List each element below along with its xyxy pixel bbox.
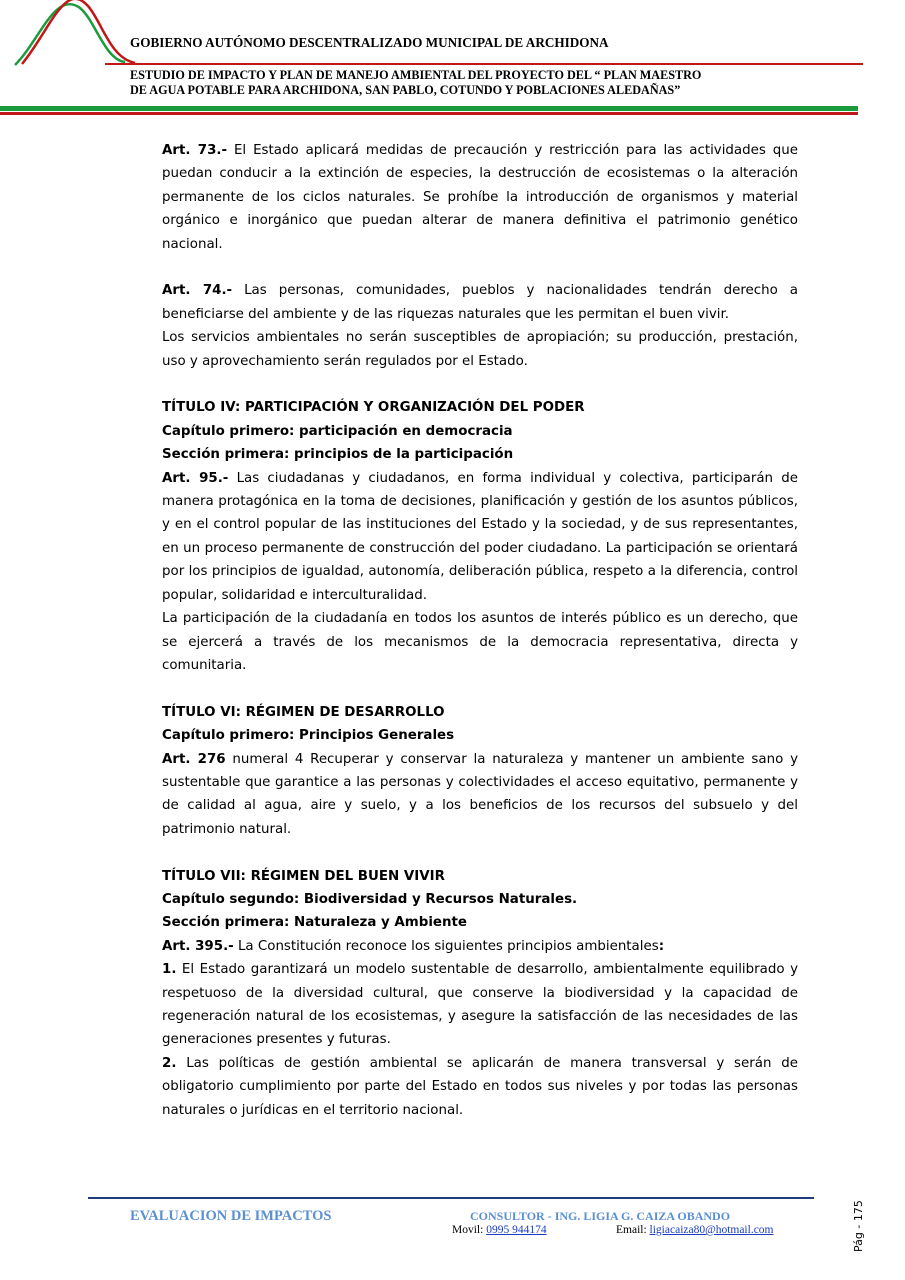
header-band-green: [0, 106, 858, 111]
header-title: GOBIERNO AUTÓNOMO DESCENTRALIZADO MUNICIPAL DE ARCHIDONA: [130, 35, 609, 50]
footer-email-label: Email:: [616, 1224, 650, 1236]
titulo-vii-capitulo: Capítulo segundo: Biodiversidad y Recursos Naturales.: [162, 891, 578, 907]
art-73-label: Art. 73.-: [162, 143, 228, 158]
titulo-iv-capitulo: Capítulo primero: participación en democracia: [162, 423, 513, 439]
item-1-label: 1.: [162, 962, 177, 978]
footer-movil-link[interactable]: 0995 944174: [486, 1224, 547, 1236]
header-subtitle: [130, 68, 830, 98]
footer-rule: [88, 1197, 814, 1199]
footer-contact: [452, 1224, 792, 1236]
document-body: [162, 139, 798, 1122]
art-73-text: El Estado aplicará medidas de precaución y restricción para las actividades que puedan conducir a la extinción de especies, la destrucción de ecosistemas o la alteración permanente de los ciclos naturales. Se prohíbe la introducción de organismos y material orgánico e inorgánico que puedan alterar de manera definitiva el patrimonio genético nacional.: [162, 143, 798, 252]
titulo-vi-capitulo: Capítulo primero: Principios Generales: [162, 728, 455, 744]
art-95-paragraph-2: La participación de la ciudadanía en todos los asuntos de interés público es un derecho, que se ejercerá a través de los mecanismos de la democracia representativa, directa y comunitaria.: [162, 611, 798, 673]
footer-movil-label: Movil:: [452, 1224, 487, 1236]
art-395-label: Art. 395.-: [162, 938, 234, 954]
item-2-text: Las políticas de gestión ambiental se aplicarán de manera transversal y serán de obligatorio cumplimiento por parte del Estado en todos sus niveles y por todas las personas naturales o jurídicas en el territorio nacional.: [162, 1055, 798, 1118]
art-74-label: Art. 74.-: [162, 283, 233, 299]
footer-email-link[interactable]: ligiacaiza80@hotmail.com: [649, 1224, 774, 1236]
art-395-paragraph: [162, 935, 798, 958]
titulo-vii-heading: TÍTULO VII: RÉGIMEN DEL BUEN VIVIR: [162, 868, 445, 884]
art-74-paragraph: [162, 279, 798, 326]
art-74-paragraph-2: Los servicios ambientales no serán susceptibles de apropiación; su producción, prestación, uso y aprovechamiento serán regulados por el Estado.: [162, 330, 798, 369]
footer-email: [616, 1224, 774, 1236]
header-subtitle-line1: ESTUDIO DE IMPACTO Y PLAN DE MANEJO AMBIENTAL DEL PROYECTO DEL “ PLAN MAESTRO: [130, 68, 702, 82]
art-74-text: Las personas, comunidades, pueblos y nacionalidades tendrán derecho a beneficiarse del ambiente y de las riquezas naturales que les permitan el buen vivir.: [162, 283, 798, 322]
header-subtitle-line2: DE AGUA POTABLE PARA ARCHIDONA, SAN PABLO, COTUNDO Y POBLACIONES ALEDAÑAS”: [130, 83, 681, 97]
page-number: Pág - 175: [852, 1200, 865, 1252]
art-95-label: Art. 95.-: [162, 470, 229, 486]
header-rule: [105, 63, 863, 65]
art-395-text: La Constitución reconoce los siguientes principios ambientales: [233, 938, 659, 954]
item-1-paragraph: [162, 958, 798, 1052]
item-2-paragraph: [162, 1052, 798, 1122]
art-395-colon: :: [658, 938, 665, 954]
footer-section-label: EVALUACION DE IMPACTOS: [130, 1208, 332, 1224]
header-band-red: [0, 112, 858, 115]
titulo-iv-heading: TÍTULO IV: PARTICIPACIÓN Y ORGANIZACIÓN DEL PODER: [162, 400, 585, 416]
art-276-label: Art. 276: [162, 751, 226, 767]
art-73-paragraph: [162, 139, 798, 256]
item-2-label: 2.: [162, 1055, 177, 1071]
art-276-paragraph: [162, 748, 798, 842]
titulo-iv-seccion: Sección primera: principios de la participación: [162, 447, 514, 463]
item-1-text: El Estado garantizará un modelo sustentable de desarrollo, ambientalmente equilibrado y respetuoso de la diversidad cultural, que conserve la biodiversidad y la capacidad de regeneración natural de los ecosistemas, y asegure la satisfacción de las necesidades de las generaciones presentes y futuras.: [162, 962, 798, 1048]
footer-consultor: CONSULTOR - ING. LIGIA G. CAIZA OBANDO: [470, 1209, 731, 1223]
titulo-vii-seccion: Sección primera: Naturaleza y Ambiente: [162, 915, 468, 931]
art-276-text: numeral 4 Recuperar y conservar la naturaleza y mantener un ambiente sano y sustentable que garantice a las personas y colectividades el acceso equitativo, permanente y de calidad al agua, aire y suelo, y a los beneficios de los recursos del subsuelo y del patrimonio natural.: [162, 751, 798, 837]
titulo-vi-heading: TÍTULO VI: RÉGIMEN DE DESARROLLO: [162, 704, 445, 720]
art-95-text: Las ciudadanas y ciudadanos, en forma individual y colectiva, participarán de manera protagónica en la toma de decisiones, planificación y gestión de los asuntos públicos, y en el control popular de las instituciones del Estado y la sociedad, y de sus representantes, en un proceso permanente de construcción del poder ciudadano. La participación se orientará por los principios de igualdad, autonomía, deliberación pública, respeto a la diferencia, control popular, solidaridad e interculturalidad.: [162, 470, 798, 603]
art-95-paragraph: [162, 467, 798, 607]
